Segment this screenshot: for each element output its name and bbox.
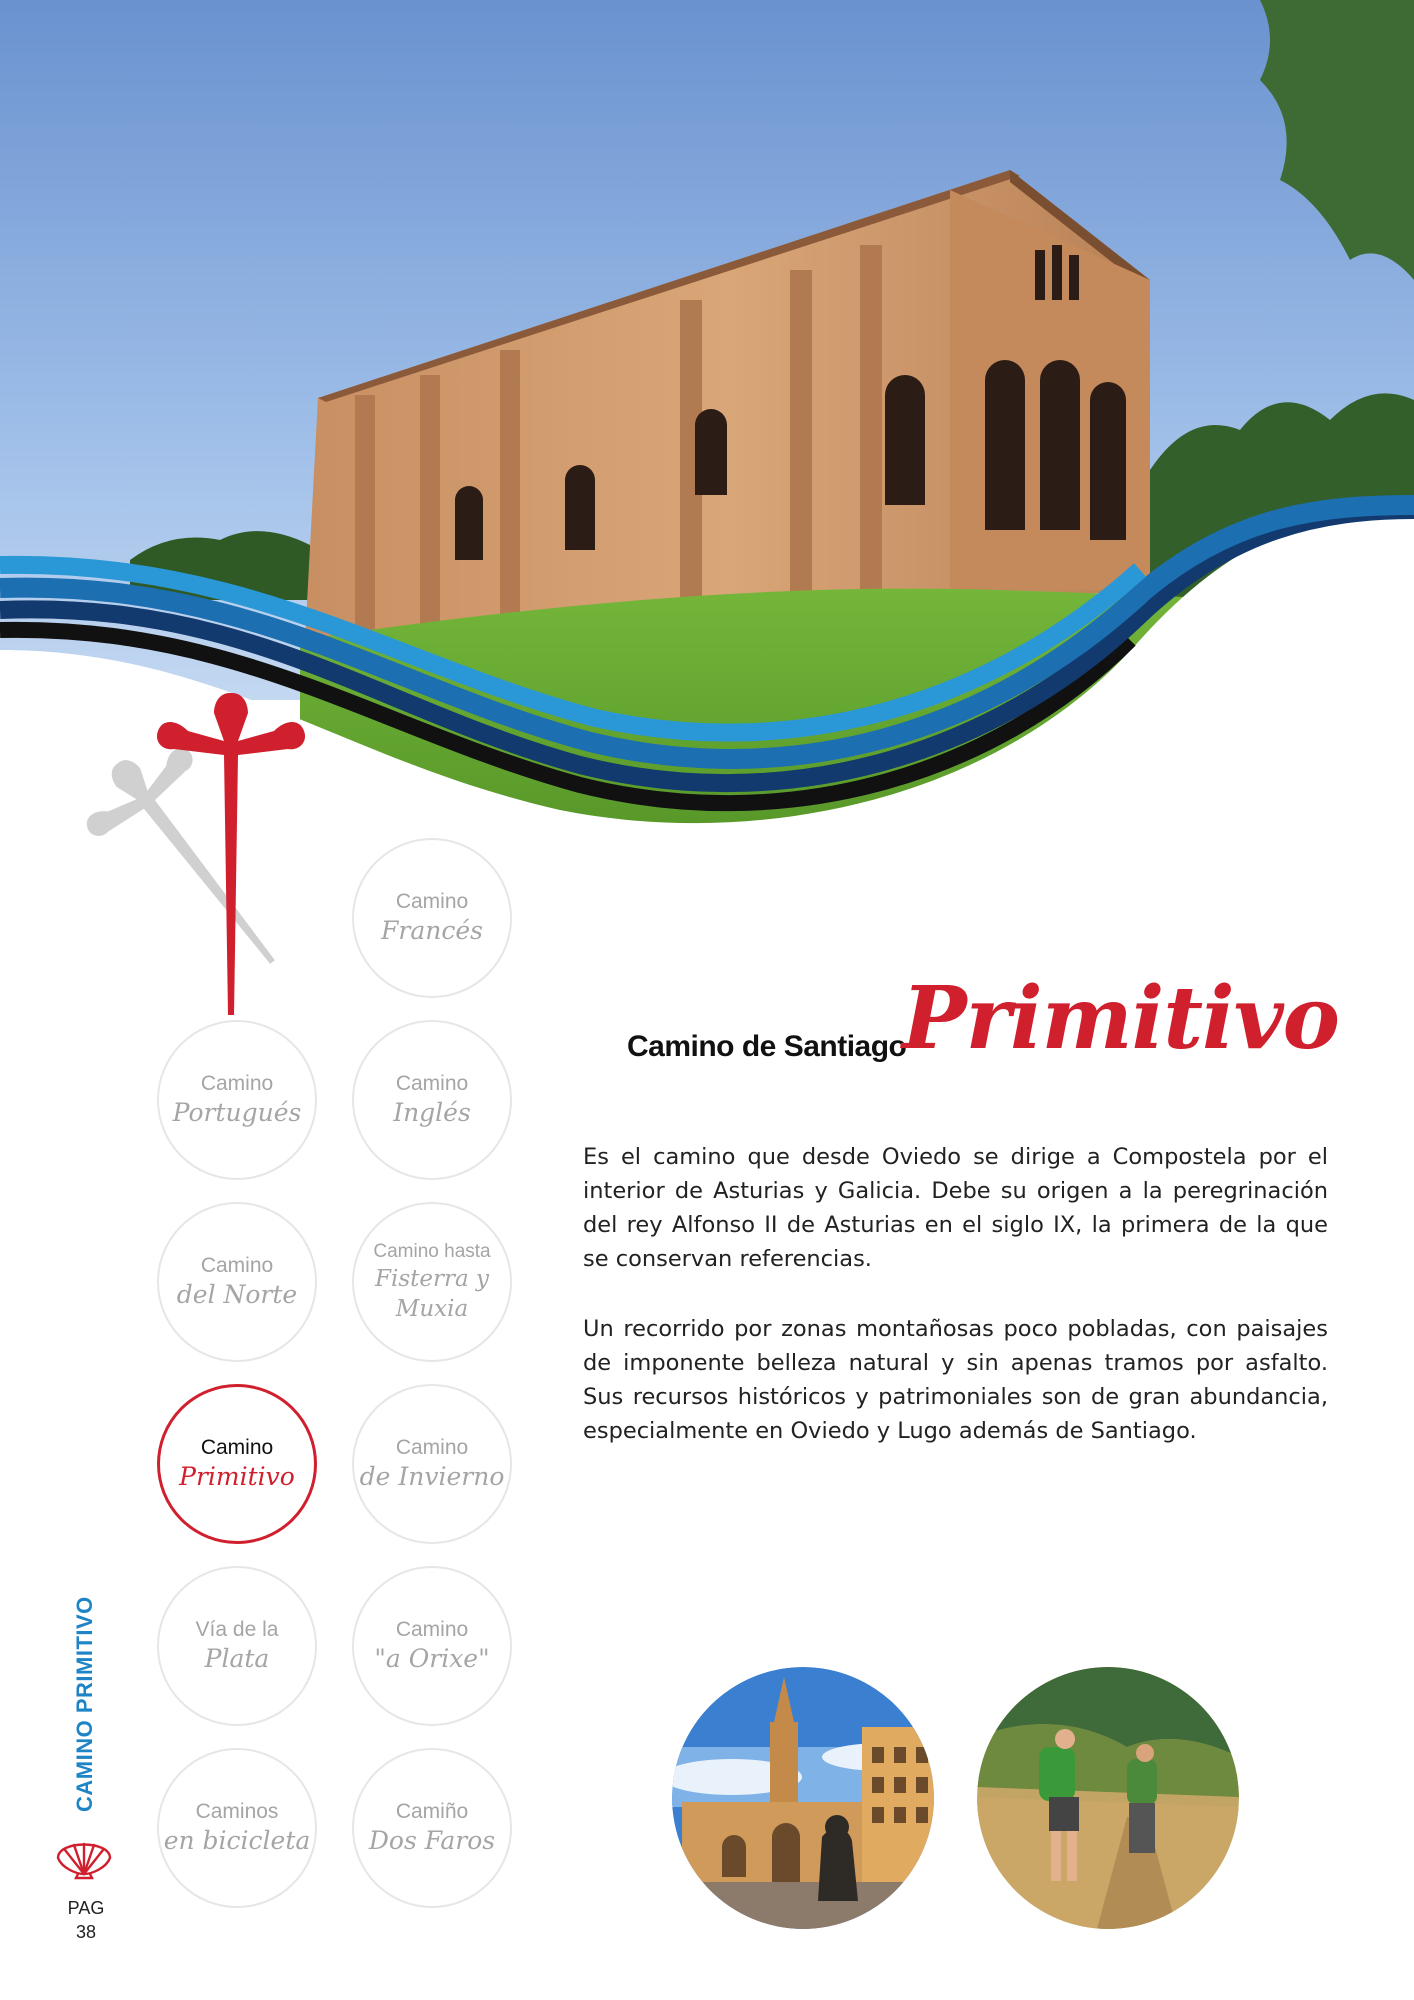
route-line1: Camino [395,1072,469,1095]
page-number-value: 38 [75,1922,97,1942]
route-line2: de Invierno [359,1462,505,1491]
section-label: CAMINO PRIMITIVO [72,1596,97,1812]
paragraph-details: Un recorrido por zonas montañosas poco pobladas, con paisajes de imponente belleza natural y sin apenas tramos por asfalto. Sus recursos históricos y patrimoniales son de gran abundancia, especialmente en Oviedo y Lugo además de Santiago. [583,1316,1328,1444]
route-line2: Inglés [393,1098,471,1127]
route-line1: Camino [200,1072,274,1095]
route-line2: Portugués [172,1098,302,1127]
route-line1: Camiño [395,1800,469,1823]
route-invierno[interactable] [352,1384,512,1544]
route-portugues[interactable] [157,1020,317,1180]
route-line1: Camino [395,1618,469,1641]
route-line1: Caminos [195,1800,279,1823]
route-line1: Camino [395,1436,469,1459]
route-fisterra-muxia[interactable] [352,1202,512,1362]
route-norte[interactable] [157,1202,317,1362]
route-orixe[interactable] [352,1566,512,1726]
scallop-shell-icon [52,1828,116,1880]
pilgrims-photo [977,1667,1239,1929]
route-frances[interactable] [352,838,512,998]
route-primitivo[interactable] [157,1384,317,1544]
route-line2: "a Orixe" [374,1644,490,1673]
route-line1: Camino [200,1254,274,1277]
route-line2: Fisterra y [375,1266,489,1292]
route-line1: Camino hasta [373,1241,491,1262]
route-line2: Dos Faros [368,1826,496,1855]
route-via-plata[interactable] [157,1566,317,1726]
santiago-cross-icon [80,685,340,1015]
route-line1: Vía de la [195,1618,279,1641]
page-subtitle: Camino de Santiago [627,1030,907,1063]
route-ingles[interactable] [352,1020,512,1180]
route-line2: en bicicleta [163,1826,311,1855]
page-label: PAG [67,1898,105,1918]
paragraph-intro: Es el camino que desde Oviedo se dirige a Compostela por el interior de Asturias y Galicia. Debe su origen a la peregrinación del rey Alfonso II de Asturias en el siglo IX, la primera de la que se conservan referencias. [583,1144,1328,1272]
route-line3: Muxia [395,1296,469,1322]
route-line2: Francés [381,916,483,945]
route-dos-faros[interactable] [352,1748,512,1908]
route-line2: Plata [204,1644,270,1673]
oviedo-cathedral-photo [672,1667,934,1929]
route-line1: Camino [395,890,469,913]
route-line1: Camino [200,1436,274,1459]
page-number [56,1896,116,1944]
route-line2: Primitivo [179,1462,295,1491]
route-bicicleta[interactable] [157,1748,317,1908]
route-line2: del Norte [176,1280,298,1309]
page-title: Primitivo [902,968,1340,1069]
